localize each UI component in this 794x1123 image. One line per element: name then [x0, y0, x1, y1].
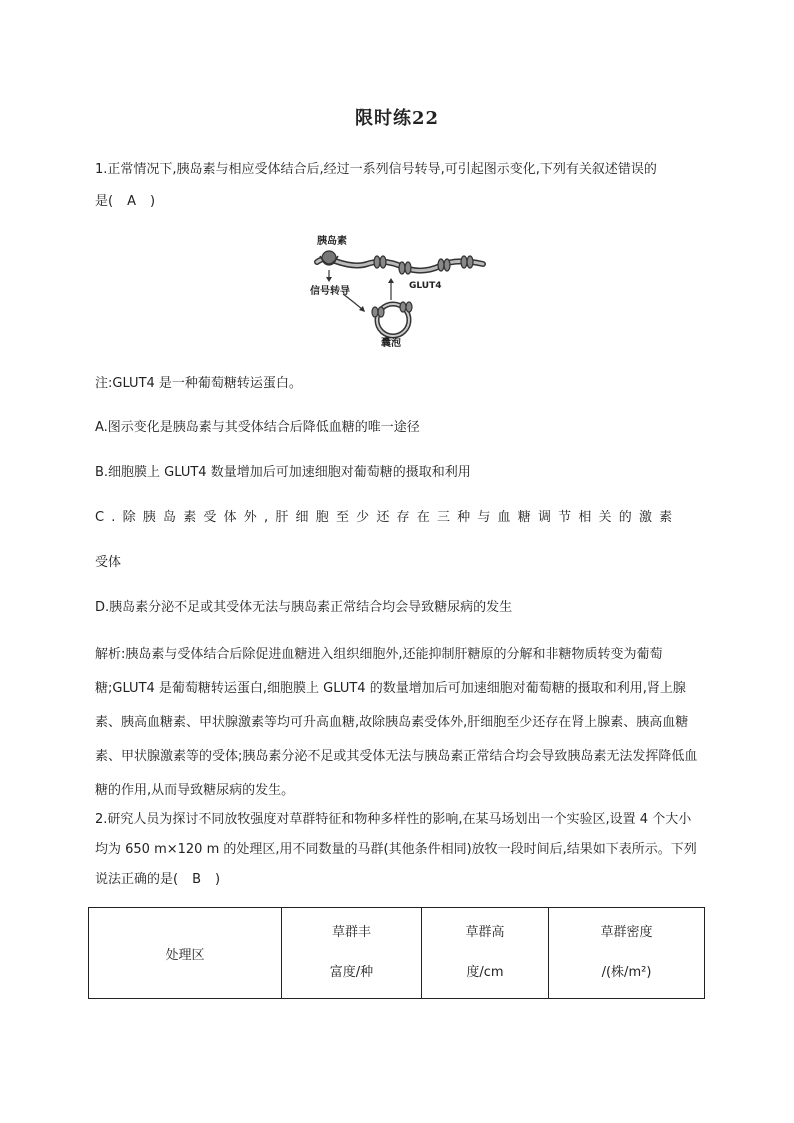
table-header-height-line2: 度/cm — [466, 965, 504, 980]
table-header-height — [422, 908, 549, 999]
question-1-stem-end — [95, 190, 155, 209]
table-header-richness-line2: 富度/种 — [329, 965, 374, 980]
figure-note: 注:GLUT4 是一种葡萄糖转运蛋白。 — [95, 376, 302, 391]
question-2-stem-suffix: ) — [215, 872, 221, 887]
label-insulin: 胰岛素 — [317, 236, 347, 247]
question-2-stem-text: 2.研究人员为探讨不同放牧强度对草群特征和物种多样性的影响,在某马场划出一个实验区,设置 4 个大小均为 650 m×120 m 的处理区,用不同数量的马群(其他条件相同)放牧一段时间后,结果如下表所示。下列说法正确的是( — [95, 812, 697, 887]
table-header-density-line2: /(株/m²) — [601, 965, 652, 980]
option-d: D.胰岛素分泌不足或其受体无法与胰岛素正常结合均会导致糖尿病的发生 — [95, 600, 513, 615]
option-a: A.图示变化是胰岛素与其受体结合后降低血糖的唯一途径 — [95, 420, 420, 435]
insulin-receptor — [322, 251, 336, 265]
table-header-treatment: 处理区 — [89, 908, 282, 999]
question-1-stem-suffix: ) — [149, 194, 156, 209]
table-header-density — [549, 908, 705, 999]
page-title: 限时练22 — [354, 108, 440, 129]
question-2-answer: B — [192, 872, 201, 887]
label-glut4: GLUT4 — [409, 281, 442, 291]
question-1-stem: 1.正常情况下,胰岛素与相应受体结合后,经过一系列信号转导,可引起图示变化,下列有关叙述错误的 — [95, 162, 657, 177]
label-vesicle: 囊泡 — [381, 338, 401, 349]
table-header-density-line1: 草群密度 — [600, 925, 653, 940]
label-signal-transduction: 信号转导 — [310, 286, 350, 297]
option-b: B.细胞膜上 GLUT4 数量增加后可加速细胞对葡萄糖的摄取和利用 — [95, 465, 471, 480]
option-c: C.除胰岛素受体外,肝细胞至少还存在三种与血糖调节相关的激素 — [95, 510, 680, 525]
results-table — [88, 907, 705, 999]
question-1-answer: A — [127, 194, 136, 209]
insulin-glut4-diagram — [305, 228, 495, 350]
table-header-row — [89, 908, 705, 999]
analysis-paragraph: 解析:胰岛素与受体结合后除促进血糖进入组织细胞外,还能抑制肝糖原的分解和非糖物质转变为葡萄糖;GLUT4 是葡萄糖转运蛋白,细胞膜上 GLUT4 的数量增加后可加速细胞对葡萄糖的摄取和利用,肾上腺素、胰高血糖素、甲状腺激素等均可升高血糖,故除胰岛素受体外,肝细胞至少还存在肾上腺素、胰高血糖素、甲状腺激素等的受体;胰岛素分泌不足或其受体无法与胰岛素正常结合均会导致胰岛素无法发挥降低血糖的作用,从而导致糖尿病的发生。 — [95, 647, 698, 798]
question-2-stem — [95, 805, 701, 895]
option-c-continued: 受体 — [95, 555, 122, 570]
table-header-height-line1: 草群高 — [465, 925, 505, 940]
table-header-richness-line1: 草群丰 — [331, 925, 371, 940]
table-header-richness — [282, 908, 422, 999]
question-1-stem-prefix: 是( — [95, 194, 114, 209]
